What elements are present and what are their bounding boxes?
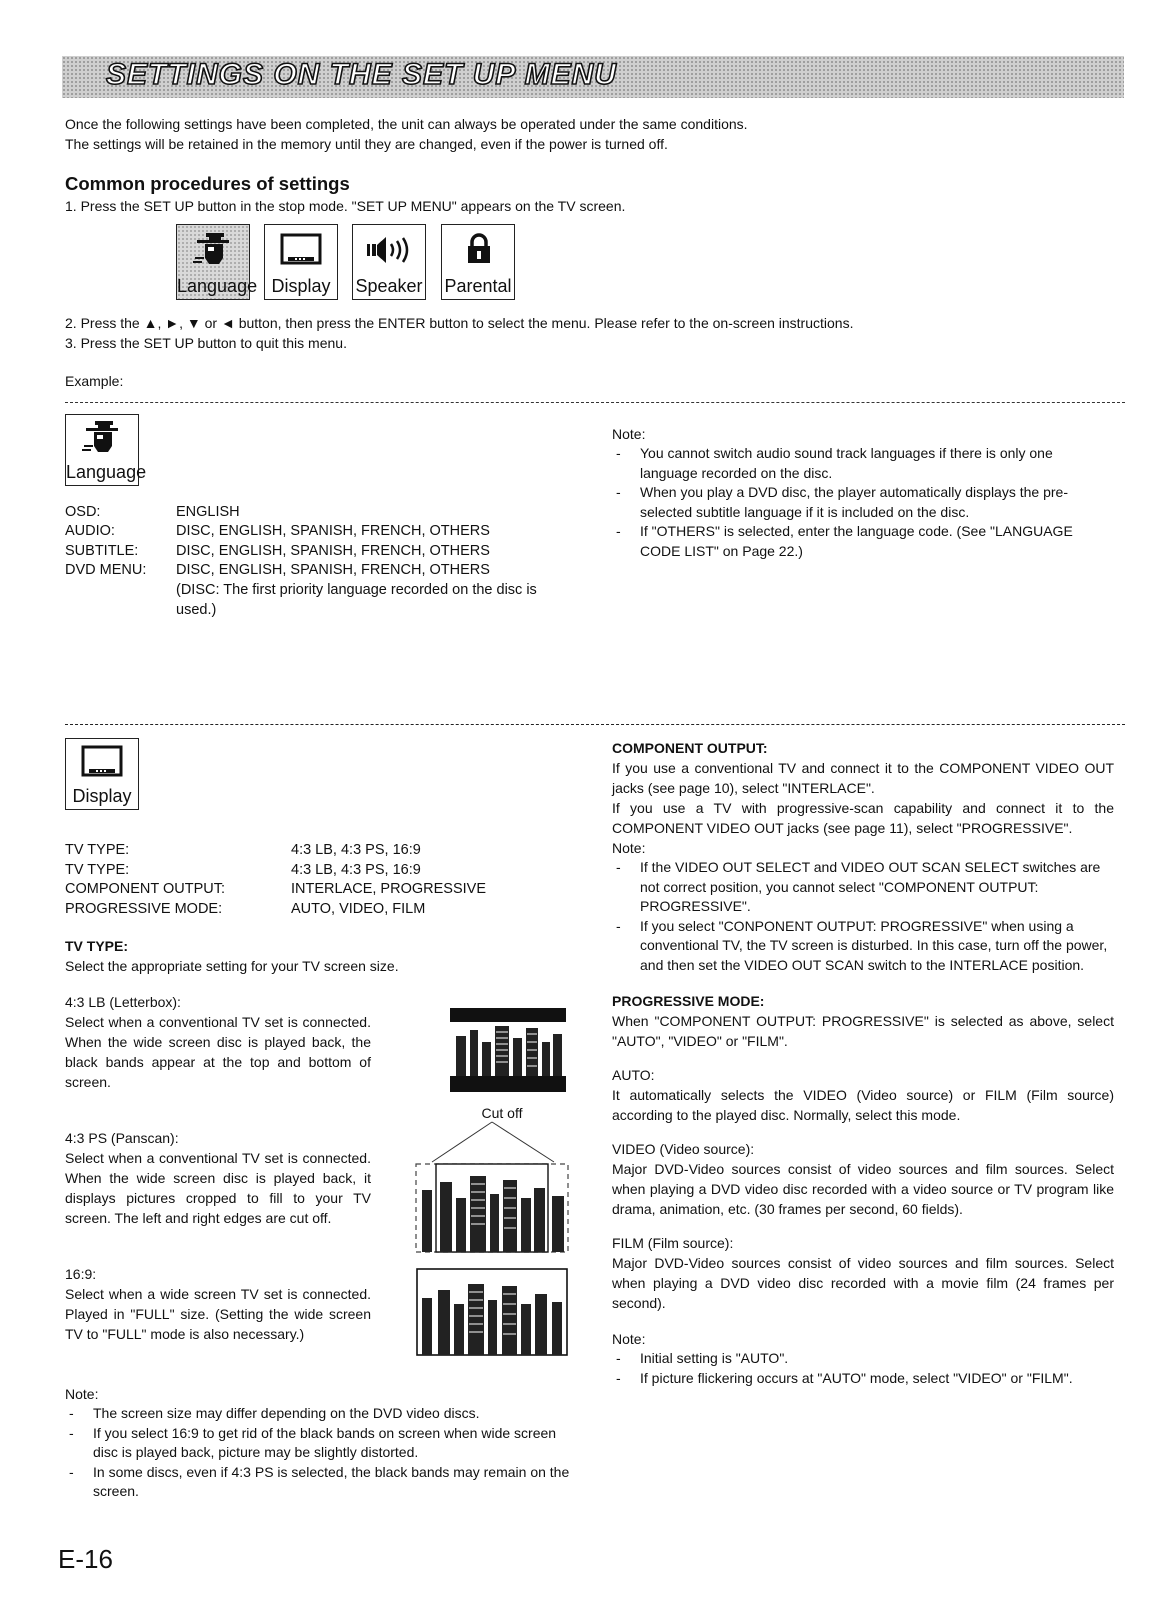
lb-title: 4:3 LB (Letterbox):: [65, 994, 181, 1010]
divider-top: [65, 402, 1125, 403]
video-text: Major DVD-Video sources consist of video sources and film sources. Select when playing a DVD video disc recorded with a video source or TV program like drama, animation, etc. (30 frames per second, 60 fields).: [612, 1161, 1114, 1217]
disp-value-1: 4:3 LB, 4:3 PS, 16:9: [291, 842, 421, 858]
lang-value-subtitle: DISC, ENGLISH, SPANISH, FRENCH, OTHERS: [176, 543, 490, 559]
display-icon: [280, 233, 322, 267]
speaker-icon: [365, 235, 413, 265]
lang-key-audio: AUDIO:: [65, 523, 115, 539]
disp-value-3: INTERLACE, PROGRESSIVE: [291, 881, 486, 897]
menu-parental-button[interactable]: [441, 224, 515, 300]
lock-icon: [466, 233, 492, 265]
component-text-2: If you use a TV with progressive-scan capability and connect it to the COMPONENT VIDEO OUT jacks (see page 11), select "PROGRESSIVE".: [612, 800, 1114, 836]
ps-text: Select when a conventional TV set is connected. When the wide screen disc is played back, it displays pictures cropped to fill to your TV screen. The left and right edges are cut off.: [65, 1150, 371, 1226]
language-note-3: - If "OTHERS" is selected, enter the language code. (See "LANGUAGE CODE LIST" on Page 22.): [612, 522, 1114, 561]
display-note-1: - The screen size may differ depending on the DVD video discs.: [65, 1404, 573, 1424]
component-note-1: - If the VIDEO OUT SELECT and VIDEO OUT SCAN SELECT switches are not correct position, you cannot select "COMPONENT OUTPUT: PROGRESSIVE".: [612, 858, 1114, 917]
display-icon: [81, 745, 123, 779]
display-notes: [65, 1384, 573, 1502]
page-title: SETTINGS ON THE SET UP MENU: [106, 58, 617, 91]
display-section-icon: [65, 738, 139, 810]
disp-key-4: PROGRESSIVE MODE:: [65, 901, 223, 917]
intro-line-2: The settings will be retained in the memory until they are changed, even if the power is turned off.: [65, 136, 668, 152]
component-output-section: [612, 738, 1114, 1388]
progressive-text: When "COMPONENT OUTPUT: PROGRESSIVE" is selected as above, select "AUTO", "VIDEO" or "FILM".: [612, 1013, 1114, 1049]
film-title: FILM (Film source):: [612, 1235, 734, 1251]
video-title: VIDEO (Video source):: [612, 1141, 755, 1157]
lang-key-osd: OSD:: [65, 504, 101, 520]
wide-text: Select when a wide screen TV set is connected. Played in "FULL" size. (Setting the wide screen TV to "FULL" mode is also necessary.): [65, 1286, 371, 1342]
progressive-note-2: - If picture flickering occurs at "AUTO" mode, select "VIDEO" or "FILM".: [612, 1369, 1114, 1389]
tv-type-heading: TV TYPE:: [65, 938, 129, 954]
progressive-note-title: Note:: [612, 1331, 646, 1347]
language-note-1: - You cannot switch audio sound track languages if there is only one language recorded on the disc.: [612, 444, 1114, 483]
disp-key-2: TV TYPE:: [65, 862, 130, 878]
lang-value-dvd-menu: DISC, ENGLISH, SPANISH, FRENCH, OTHERS: [176, 562, 490, 578]
menu-parental-label: Parental: [444, 276, 512, 296]
lang-key-subtitle: SUBTITLE:: [65, 543, 139, 559]
tv-type-desc: Select the appropriate setting for your TV screen size.: [65, 958, 399, 974]
language-icon: [82, 419, 122, 457]
display-section-icon-label: Display: [72, 786, 132, 806]
lang-key-dvd-menu: DVD MENU:: [65, 562, 147, 578]
auto-title: AUTO:: [612, 1067, 655, 1083]
intro-line-1: Once the following settings have been completed, the unit can always be operated under the same conditions.: [65, 116, 748, 132]
letterbox-illustration: [450, 1008, 566, 1092]
progressive-note-1: - Initial setting is "AUTO".: [612, 1349, 1114, 1369]
component-note-title: Note:: [612, 840, 646, 856]
component-note-2: - If you select "CONPONENT OUTPUT: PROGRESSIVE" when using a conventional TV, the TV screen is disturbed. In this case, turn off the power, and then set the VIDEO OUT SCAN switch to the INTERLACE position.: [612, 917, 1114, 976]
lang-value-osd: ENGLISH: [176, 504, 240, 520]
example-label: Example:: [65, 373, 124, 389]
panscan-illustration: [412, 1120, 572, 1268]
component-heading: COMPONENT OUTPUT:: [612, 740, 768, 756]
language-note-title: Note:: [612, 426, 646, 442]
wide-title: 16:9:: [65, 1266, 97, 1282]
language-notes: [612, 424, 1114, 561]
lang-value-audio: DISC, ENGLISH, SPANISH, FRENCH, OTHERS: [176, 523, 490, 539]
display-note-title: Note:: [65, 1386, 99, 1402]
menu-display-button[interactable]: [264, 224, 338, 300]
progressive-heading: PROGRESSIVE MODE:: [612, 993, 765, 1009]
menu-speaker-label: Speaker: [355, 276, 423, 296]
display-note-2: - If you select 16:9 to get rid of the black bands on screen when wide screen disc is played back, picture may be slightly distorted.: [65, 1424, 573, 1463]
menu-language-button[interactable]: [176, 224, 258, 300]
component-text-1: If you use a conventional TV and connect it to the COMPONENT VIDEO OUT jacks (see page 10), select "INTERLACE".: [612, 760, 1114, 796]
language-section-icon: [65, 414, 147, 486]
disp-key-3: COMPONENT OUTPUT:: [65, 881, 226, 897]
language-section-icon-label: Language: [66, 462, 147, 482]
step-1: 1. Press the SET UP button in the stop mode. "SET UP MENU" appears on the TV screen.: [65, 198, 626, 214]
lb-text: Select when a conventional TV set is connected. When the wide screen disc is played back, the black bands appear at the top and bottom of screen.: [65, 1014, 371, 1090]
page-number: E-16: [58, 1544, 113, 1574]
cut-off-label: Cut off: [481, 1105, 523, 1121]
widescreen-illustration: [416, 1268, 568, 1356]
ps-title: 4:3 PS (Panscan):: [65, 1130, 179, 1146]
disp-value-2: 4:3 LB, 4:3 PS, 16:9: [291, 862, 421, 878]
step-3: 3. Press the SET UP button to quit this menu.: [65, 335, 347, 351]
menu-language-label: Language: [177, 276, 258, 296]
menu-speaker-button[interactable]: [352, 224, 426, 300]
display-note-3: - In some discs, even if 4:3 PS is selected, the black bands may remain on the screen.: [65, 1463, 573, 1502]
title-banner: [62, 56, 1124, 98]
menu-display-label: Display: [271, 276, 331, 296]
film-text: Major DVD-Video sources consist of video sources and film sources. Select when playing a DVD video disc recorded with a movie film (24 frames per second).: [612, 1255, 1114, 1311]
disp-value-4: AUTO, VIDEO, FILM: [291, 901, 426, 917]
language-note-2: - When you play a DVD disc, the player automatically displays the pre-selected subtitle language if it is included on the disc.: [612, 483, 1114, 522]
common-procedures-heading: Common procedures of settings: [65, 173, 350, 194]
lang-disc-note: (DISC: The first priority language recorded on the disc is used.): [176, 582, 537, 618]
disp-key-1: TV TYPE:: [65, 842, 130, 858]
language-icon: [193, 231, 233, 269]
step-2: 2. Press the ▲, ►, ▼ or ◄ button, then press the ENTER button to select the menu. Please refer to the on-screen instructions.: [65, 315, 854, 331]
auto-text: It automatically selects the VIDEO (Video source) or FILM (Film source) according to the played disc. Normally, select this mode.: [612, 1087, 1114, 1123]
divider-middle: [65, 724, 1125, 725]
